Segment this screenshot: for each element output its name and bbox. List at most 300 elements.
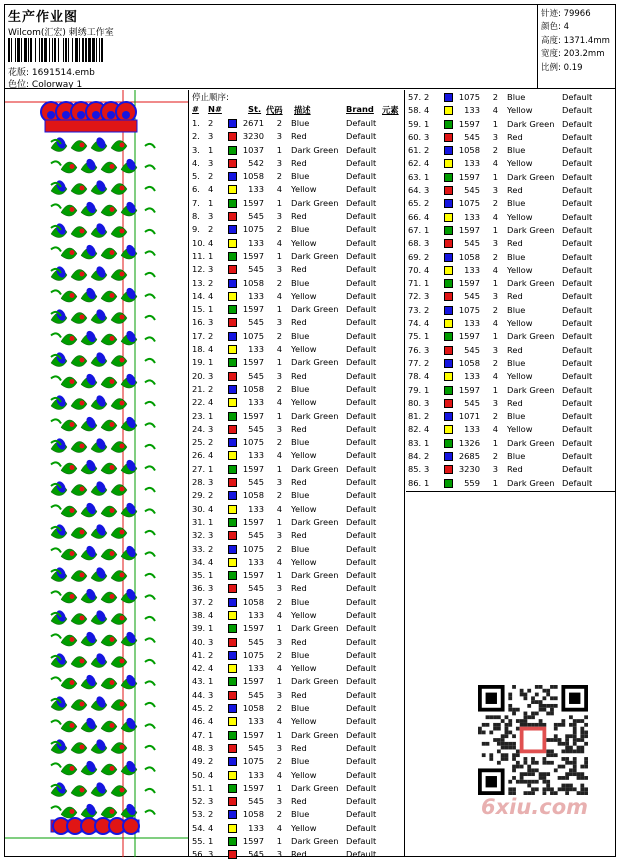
table-row [406, 330, 615, 343]
table-row [190, 808, 404, 821]
row-code: 133 [248, 663, 264, 674]
row-needle: 3 [208, 742, 214, 753]
row-seq: 4. [192, 157, 200, 168]
row-code: 545 [464, 291, 480, 302]
table-row [190, 423, 404, 436]
vine-left [51, 763, 61, 767]
table-row [190, 144, 404, 157]
row-seq: 64. [408, 185, 422, 196]
qr-module [489, 753, 493, 757]
vine-right [145, 165, 155, 169]
color-swatch [228, 611, 237, 620]
qr-module [508, 746, 512, 750]
red-bud [120, 530, 125, 535]
qr-module [569, 768, 573, 772]
stat-scale: 比例: 0.19 [541, 63, 583, 73]
qr-module [546, 787, 550, 791]
qr-module [524, 780, 528, 784]
table-row [190, 316, 404, 329]
table-row [190, 237, 404, 250]
row-desc: Red [507, 131, 523, 142]
row-stop: 2 [276, 756, 282, 767]
vine-right [145, 359, 155, 363]
leaf-motif [71, 527, 87, 538]
table-row [190, 649, 404, 662]
qr-module [505, 727, 509, 731]
leaf-motif [71, 742, 87, 753]
row-brand: Default [562, 291, 593, 302]
row-brand: Default [346, 171, 377, 182]
row-desc: Yellow [291, 344, 317, 355]
qr-module [577, 749, 581, 753]
qr-module [569, 749, 573, 753]
row-brand: Default [562, 344, 593, 355]
qr-module [539, 700, 543, 704]
stop-sequence-column-2 [406, 90, 616, 492]
row-code: 1075 [458, 92, 480, 102]
row-stop: 4 [276, 450, 282, 461]
row-seq: 42. [192, 663, 206, 674]
color-swatch [228, 252, 237, 261]
qr-module [565, 738, 569, 742]
qr-module [558, 787, 562, 791]
red-bud [120, 401, 125, 406]
qr-module [542, 787, 546, 791]
row-seq: 80. [408, 397, 422, 408]
table-row [190, 330, 404, 343]
row-desc: Red [291, 689, 307, 700]
leaf-motif [71, 140, 87, 151]
table-row [406, 410, 615, 423]
row-needle: 4 [208, 344, 214, 355]
color-swatch [228, 518, 237, 527]
row-needle: 4 [208, 663, 214, 674]
qr-module [497, 742, 501, 746]
row-needle: 3 [424, 238, 430, 249]
color-swatch [228, 279, 237, 288]
row-code: 545 [464, 238, 480, 249]
row-brand: Default [346, 782, 377, 793]
stop-sequence-column-1 [190, 90, 405, 860]
row-brand: Default [562, 105, 593, 116]
qr-module [527, 765, 531, 769]
row-stop: 4 [276, 716, 282, 727]
row-desc: Yellow [291, 184, 317, 195]
row-needle: 2 [424, 304, 430, 315]
table-row [190, 582, 404, 595]
qr-module [565, 787, 569, 791]
table-row [406, 317, 615, 330]
qr-module [569, 715, 573, 719]
row-brand: Default [346, 277, 377, 288]
qr-module [554, 685, 558, 689]
row-code: 1058 [242, 171, 264, 182]
red-bud [110, 551, 115, 556]
qr-module [565, 749, 569, 753]
row-desc: Dark Green [291, 463, 339, 474]
qr-module [527, 689, 531, 693]
row-brand: Default [562, 464, 593, 475]
row-desc: Red [291, 796, 307, 807]
qr-module [573, 727, 577, 731]
row-stop: 2 [492, 251, 498, 262]
qr-module [520, 772, 524, 776]
row-code: 545 [248, 264, 264, 275]
qr-module [520, 689, 524, 693]
row-code: 545 [464, 397, 480, 408]
qr-module [493, 715, 497, 719]
vine-right [145, 273, 155, 277]
qr-module [497, 738, 501, 742]
row-needle: 1 [424, 278, 430, 289]
qr-module [584, 742, 588, 746]
red-bud [80, 573, 85, 578]
header-info [5, 5, 537, 89]
header-brand: Brand [346, 104, 374, 114]
leaf-motif [61, 764, 77, 775]
color-swatch [228, 345, 237, 354]
row-seq: 22. [192, 397, 206, 408]
red-bud [120, 315, 125, 320]
vine-right [145, 316, 155, 320]
row-seq: 19. [192, 357, 206, 368]
qr-module [558, 765, 562, 769]
color-swatch [228, 584, 237, 593]
row-code: 133 [248, 716, 264, 727]
qr-module [524, 761, 528, 765]
row-code: 1075 [242, 330, 264, 341]
qr-module [527, 768, 531, 772]
red-bud [120, 745, 125, 750]
row-stop: 3 [276, 477, 282, 488]
row-seq: 9. [192, 224, 200, 235]
row-brand: Default [346, 530, 377, 541]
row-stop: 4 [492, 105, 498, 116]
row-stop: 4 [276, 663, 282, 674]
leaf-motif [71, 613, 87, 624]
row-needle: 3 [208, 264, 214, 275]
row-desc: Blue [291, 809, 310, 820]
table-row [190, 210, 404, 223]
table-row [406, 91, 615, 104]
color-swatch [444, 359, 453, 368]
embroidery-preview-image [5, 90, 189, 857]
vine-right [145, 681, 155, 685]
qr-module [497, 715, 501, 719]
table-row [406, 450, 615, 463]
qr-module [558, 723, 562, 727]
qr-module [520, 719, 524, 723]
row-brand: Default [346, 197, 377, 208]
qr-module [546, 749, 550, 753]
row-needle: 4 [208, 716, 214, 727]
color-swatch [228, 185, 237, 194]
qr-module [561, 723, 565, 727]
qr-module [546, 761, 550, 765]
leaf-motif [101, 592, 117, 603]
row-seq: 70. [408, 264, 422, 275]
qr-module [584, 757, 588, 761]
qr-module [489, 757, 493, 761]
qr-module [512, 753, 516, 757]
row-desc: Dark Green [507, 118, 555, 129]
vine-right [145, 531, 155, 535]
qr-module [512, 742, 516, 746]
row-needle: 1 [208, 250, 214, 261]
sequence-rows-1 [190, 117, 404, 861]
table-row [190, 689, 404, 702]
row-needle: 1 [208, 463, 214, 474]
row-needle: 4 [208, 556, 214, 567]
qr-module [558, 738, 562, 742]
leaf-motif [101, 764, 117, 775]
qr-module [573, 772, 577, 776]
row-code: 545 [248, 211, 264, 222]
qr-module [512, 734, 516, 738]
vine-right [145, 445, 155, 449]
qr-module [569, 746, 573, 750]
row-code: 1597 [458, 118, 480, 129]
row-desc: Dark Green [291, 410, 339, 421]
row-stop: 3 [276, 583, 282, 594]
row-needle: 2 [208, 118, 214, 128]
vine-left [51, 462, 61, 466]
table-row [406, 290, 615, 303]
row-stop: 4 [492, 211, 498, 222]
qr-module [505, 753, 509, 757]
leaf-motif [71, 183, 87, 194]
row-desc: Blue [507, 304, 526, 315]
row-code: 133 [248, 344, 264, 355]
qr-module [550, 749, 554, 753]
bottom-scallop [123, 818, 139, 834]
qr-module [508, 708, 512, 712]
row-seq: 40. [192, 636, 206, 647]
qr-module [584, 787, 588, 791]
qr-module [489, 731, 493, 735]
table-row [406, 157, 615, 170]
qr-module [489, 715, 493, 719]
row-desc: Red [291, 423, 307, 434]
row-brand: Default [346, 649, 377, 660]
row-desc: Dark Green [291, 304, 339, 315]
row-brand: Default [346, 849, 377, 860]
row-desc: Blue [507, 357, 526, 368]
row-code: 545 [248, 742, 264, 753]
row-seq: 16. [192, 317, 206, 328]
color-swatch [228, 159, 237, 168]
red-bud [110, 207, 115, 212]
qr-finder-center [569, 693, 580, 704]
row-needle: 1 [424, 331, 430, 342]
red-bud [70, 637, 75, 642]
qr-module [580, 784, 584, 788]
table-row [190, 343, 404, 356]
row-needle: 1 [424, 384, 430, 395]
qr-module [554, 768, 558, 772]
table-row [190, 795, 404, 808]
red-bud [70, 508, 75, 513]
qr-module [535, 685, 539, 689]
row-seq: 53. [192, 809, 206, 820]
row-desc: Blue [507, 145, 526, 156]
row-stop: 1 [276, 676, 282, 687]
color-swatch [444, 213, 453, 222]
row-seq: 78. [408, 371, 422, 382]
qr-module [546, 772, 550, 776]
row-needle: 4 [208, 397, 214, 408]
red-bud [110, 293, 115, 298]
color-swatch [228, 638, 237, 647]
row-seq: 77. [408, 357, 422, 368]
qr-module [531, 715, 535, 719]
qr-module [516, 753, 520, 757]
row-seq: 65. [408, 198, 422, 209]
row-needle: 4 [424, 211, 430, 222]
row-seq: 44. [192, 689, 206, 700]
qr-module [535, 768, 539, 772]
qr-module [546, 738, 550, 742]
leaf-motif [71, 355, 87, 366]
red-bud [80, 272, 85, 277]
row-desc: Yellow [291, 237, 317, 248]
vine-left [51, 333, 61, 337]
row-needle: 2 [208, 171, 214, 182]
leaf-motif [71, 398, 87, 409]
table-row [406, 437, 615, 450]
row-desc: Yellow [291, 716, 317, 727]
row-needle: 3 [208, 370, 214, 381]
row-code: 133 [464, 371, 480, 382]
row-brand: Default [346, 769, 377, 780]
qr-module [501, 742, 505, 746]
row-needle: 1 [208, 570, 214, 581]
row-stop: 4 [492, 264, 498, 275]
row-brand: Default [346, 304, 377, 315]
qr-module [516, 749, 520, 753]
qr-module [512, 712, 516, 716]
row-code: 1597 [242, 410, 264, 421]
leaf-motif [61, 291, 77, 302]
color-swatch [228, 318, 237, 327]
color-swatch [228, 478, 237, 487]
row-stop: 4 [276, 344, 282, 355]
row-code: 1058 [458, 145, 480, 156]
red-bud [120, 702, 125, 707]
color-swatch [228, 398, 237, 407]
red-bud [80, 229, 85, 234]
row-code: 1058 [242, 703, 264, 714]
leaf-motif [61, 635, 77, 646]
row-code: 1597 [458, 384, 480, 395]
vine-right [145, 380, 155, 384]
row-code: 1597 [242, 676, 264, 687]
vine-right [145, 144, 155, 148]
row-brand: Default [346, 450, 377, 461]
row-seq: 66. [408, 211, 422, 222]
row-seq: 35. [192, 570, 206, 581]
color-swatch [228, 571, 237, 580]
row-seq: 68. [408, 238, 422, 249]
row-needle: 4 [424, 158, 430, 169]
table-row [190, 476, 404, 489]
table-row [190, 822, 404, 835]
qr-module [580, 749, 584, 753]
row-stop: 1 [276, 463, 282, 474]
row-brand: Default [346, 570, 377, 581]
vine-right [145, 208, 155, 212]
row-desc: Red [507, 185, 523, 196]
row-needle: 4 [208, 290, 214, 301]
leaf-motif [71, 656, 87, 667]
row-desc: Dark Green [291, 676, 339, 687]
qr-module [516, 780, 520, 784]
row-stop: 1 [492, 118, 498, 129]
qr-module [520, 723, 524, 727]
row-code: 545 [248, 530, 264, 541]
row-code: 545 [248, 796, 264, 807]
row-desc: Red [507, 464, 523, 475]
row-needle: 1 [208, 304, 214, 315]
table-row [406, 171, 615, 184]
row-needle: 3 [208, 796, 214, 807]
table-row [190, 383, 404, 396]
row-seq: 14. [192, 290, 206, 301]
row-needle: 3 [424, 185, 430, 196]
qr-module [531, 787, 535, 791]
qr-module [501, 753, 505, 757]
leaf-motif [111, 785, 127, 796]
vine-left [51, 290, 61, 294]
row-needle: 4 [424, 318, 430, 329]
row-desc: Yellow [291, 503, 317, 514]
qr-module [546, 712, 550, 716]
color-swatch [444, 465, 453, 474]
table-row [190, 130, 404, 143]
qr-module [550, 753, 554, 757]
qr-module [573, 731, 577, 735]
color-swatch [444, 93, 453, 102]
qr-module [516, 727, 520, 731]
row-stop: 2 [492, 357, 498, 368]
row-seq: 21. [192, 383, 206, 394]
row-seq: 57. [408, 92, 422, 102]
qr-module [584, 731, 588, 735]
qr-module [550, 712, 554, 716]
row-seq: 36. [192, 583, 206, 594]
row-brand: Default [562, 92, 593, 102]
qr-module [531, 757, 535, 761]
row-code: 1597 [242, 357, 264, 368]
color-swatch [228, 771, 237, 780]
vine-left [51, 591, 61, 595]
row-needle: 3 [208, 477, 214, 488]
row-brand: Default [562, 331, 593, 342]
row-desc: Yellow [507, 105, 533, 116]
color-swatch [228, 132, 237, 141]
header [5, 5, 616, 89]
color-swatch [228, 545, 237, 554]
row-brand: Default [346, 463, 377, 474]
qr-module [493, 727, 497, 731]
qr-module [573, 787, 577, 791]
row-brand: Default [346, 330, 377, 341]
qr-module [561, 757, 565, 761]
qr-module [573, 749, 577, 753]
table-row [190, 848, 404, 861]
color-swatch [228, 146, 237, 155]
leaf-motif [111, 441, 127, 452]
